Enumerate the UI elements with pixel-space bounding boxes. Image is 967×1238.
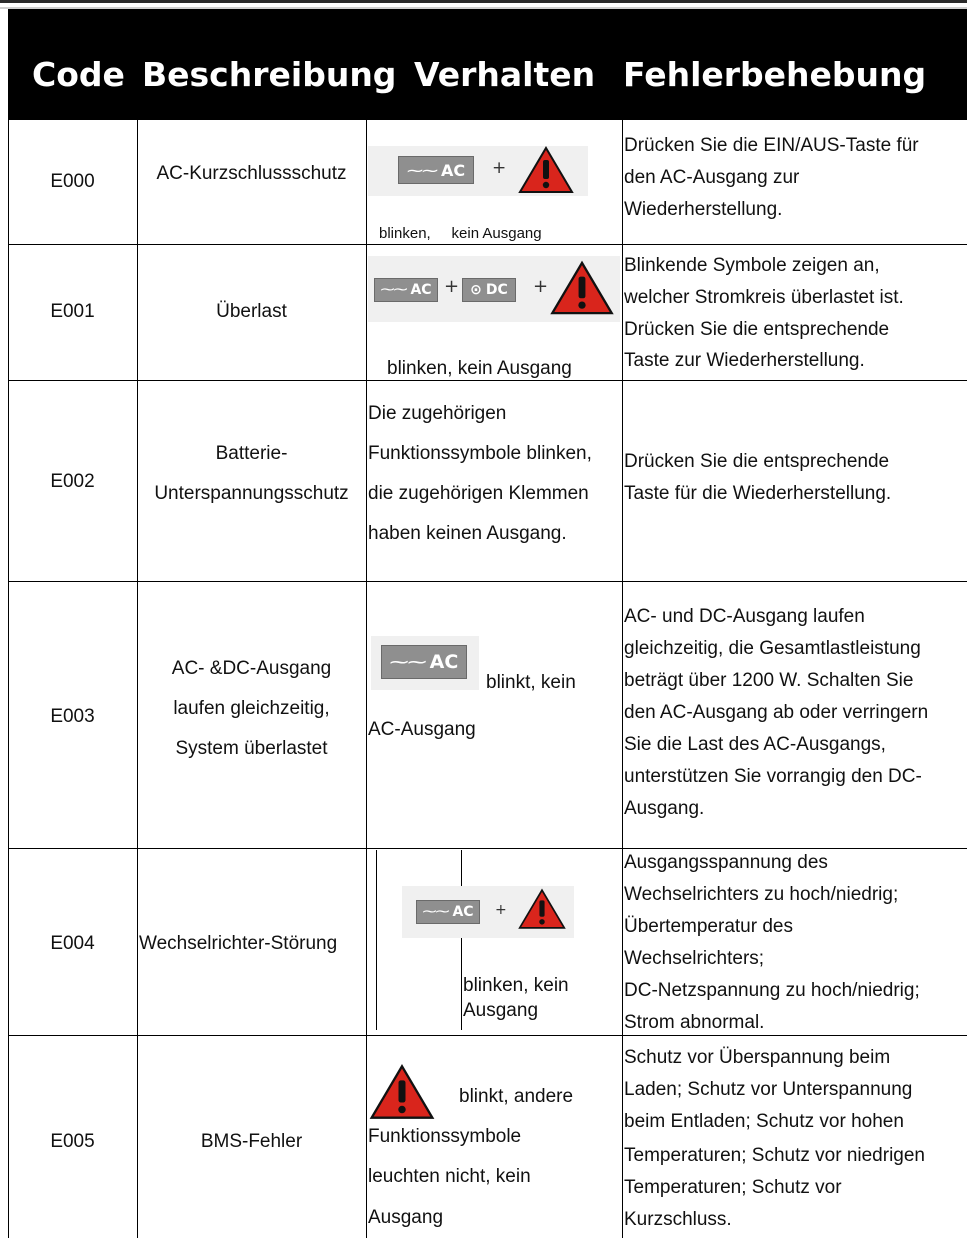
- row-fix-line: Drücken Sie die entsprechende: [624, 319, 890, 340]
- behavior-icons: [402, 886, 574, 938]
- row-fix-line: Wechselrichters;: [624, 948, 765, 969]
- row-behavior-line: AC-Ausgang: [368, 719, 476, 740]
- row-fix-line: Drücken Sie die entsprechende: [624, 451, 890, 472]
- row-description-line: AC- &DC-Ausgang: [171, 658, 332, 679]
- row-code: E005: [50, 1131, 95, 1152]
- row-fix-line: Übertemperatur des: [624, 916, 793, 937]
- row-behavior-line: leuchten nicht, kein: [368, 1166, 531, 1187]
- top-rule: [0, 0, 967, 3]
- header-code: Code: [32, 55, 125, 94]
- row-fix-line: Taste für die Wiederherstellung.: [624, 483, 892, 504]
- row-behavior-line: Funktionssymbole: [368, 1126, 522, 1147]
- row-fix-line: Schutz vor Überspannung beim: [624, 1047, 891, 1068]
- plus-sign: +: [444, 276, 460, 297]
- row-behavior-line: Ausgang: [463, 1000, 539, 1021]
- row-description-line: Unterspannungsschutz: [154, 483, 349, 504]
- row-fix-line: Laden; Schutz vor Unterspannung: [624, 1079, 913, 1100]
- row-behavior: blinken, kein Ausgang: [387, 358, 572, 379]
- warning-icon: [369, 1064, 435, 1120]
- grid-line: [8, 1035, 967, 1036]
- row-fix-line: Kurzschluss.: [624, 1209, 732, 1230]
- row-description-line: System überlastet: [175, 738, 328, 759]
- row-fix-line: Wechselrichters zu hoch/niedrig;: [624, 884, 899, 905]
- row-behavior-line: Ausgang: [368, 1207, 444, 1228]
- row-fix-line: Blinkende Symbole zeigen an,: [624, 255, 880, 276]
- row-behavior-line: Funktionssymbole blinken,: [368, 443, 592, 464]
- row-fix-line: welcher Stromkreis überlastet ist.: [624, 287, 904, 308]
- row-description: BMS-Fehler: [200, 1131, 303, 1152]
- row-code: E004: [50, 933, 95, 954]
- row-behavior-line: blinkt, kein: [486, 672, 576, 693]
- row-fix-line: Ausgang.: [624, 798, 705, 819]
- row-fix-line: Temperaturen; Schutz vor: [624, 1177, 842, 1198]
- row-fix-line: beim Entladen; Schutz vor hohen: [624, 1111, 904, 1132]
- row-fix-line: Wiederherstellung.: [624, 199, 783, 220]
- grid-line: [376, 850, 377, 1030]
- ac-output-icon: ⁓⁓ AC: [381, 645, 467, 679]
- row-behavior-line: die zugehörigen Klemmen: [368, 483, 589, 504]
- grid-line: [8, 120, 9, 1238]
- row-code: E000: [50, 171, 95, 192]
- header-description: Beschreibung: [142, 55, 397, 94]
- row-behavior-line: blinkt, andere: [459, 1086, 574, 1107]
- row-description-line: laufen gleichzeitig,: [173, 698, 330, 719]
- table-header: [8, 9, 967, 120]
- row-behavior-line: blinken, kein: [463, 975, 569, 996]
- row-description-line: Batterie-: [215, 443, 288, 464]
- warning-icon: [518, 888, 566, 930]
- ac-output-icon: ⁓⁓ AC: [416, 900, 480, 924]
- row-fix-line: gleichzeitig, die Gesamtlastleistung: [624, 638, 921, 659]
- row-fix-line: beträgt über 1200 W. Schalten Sie: [624, 670, 914, 691]
- row-fix-line: Sie die Last des AC-Ausgangs,: [624, 734, 886, 755]
- row-description: AC-Kurzschlussschutz: [156, 163, 347, 184]
- row-fix-line: Taste zur Wiederherstellung.: [624, 350, 865, 371]
- row-behavior-line: Die zugehörigen: [368, 403, 507, 424]
- behavior-icons: [368, 256, 620, 322]
- plus-sign: +: [533, 276, 549, 297]
- row-fix-line: den AC-Ausgang zur: [624, 167, 800, 188]
- row-description: Wechselrichter-Störung: [139, 933, 338, 954]
- warning-icon: [518, 146, 574, 194]
- grid-line: [8, 581, 967, 582]
- ac-output-icon: ⁓⁓ AC: [374, 278, 438, 302]
- row-fix-line: Ausgangsspannung des: [624, 852, 828, 873]
- behavior-icons: [368, 146, 588, 196]
- row-code: E001: [50, 301, 95, 322]
- grid-line: [461, 850, 462, 1030]
- row-code: E002: [50, 471, 95, 492]
- plus-sign: +: [495, 902, 507, 918]
- row-fix-line: DC-Netzspannung zu hoch/niedrig;: [624, 980, 920, 1001]
- row-fix-line: AC- und DC-Ausgang laufen: [624, 606, 865, 627]
- row-code: E003: [50, 706, 95, 727]
- row-fix-line: Temperaturen; Schutz vor niedrigen: [624, 1145, 925, 1166]
- header-troubleshooting: Fehlerbehebung: [623, 55, 927, 94]
- row-behavior: blinken, kein Ausgang: [379, 225, 542, 242]
- row-fix-line: Drücken Sie die EIN/AUS-Taste für: [624, 135, 919, 156]
- row-behavior-line: haben keinen Ausgang.: [368, 523, 567, 544]
- header-behavior: Verhalten: [414, 55, 596, 94]
- dc-output-icon: ⊙ DC: [462, 278, 516, 302]
- row-fix-line: Strom abnormal.: [624, 1012, 765, 1033]
- row-fix-line: den AC-Ausgang ab oder verringern: [624, 702, 929, 723]
- plus-sign: +: [492, 158, 507, 178]
- row-description: Überlast: [216, 301, 287, 322]
- warning-icon: [550, 260, 614, 316]
- row-fix-line: unterstützen Sie vorrangig den DC-: [624, 766, 922, 787]
- ac-output-icon: ⁓⁓ AC: [398, 156, 474, 184]
- behavior-icons: [371, 636, 479, 690]
- grid-line: [366, 120, 367, 1238]
- grid-line: [622, 120, 623, 1238]
